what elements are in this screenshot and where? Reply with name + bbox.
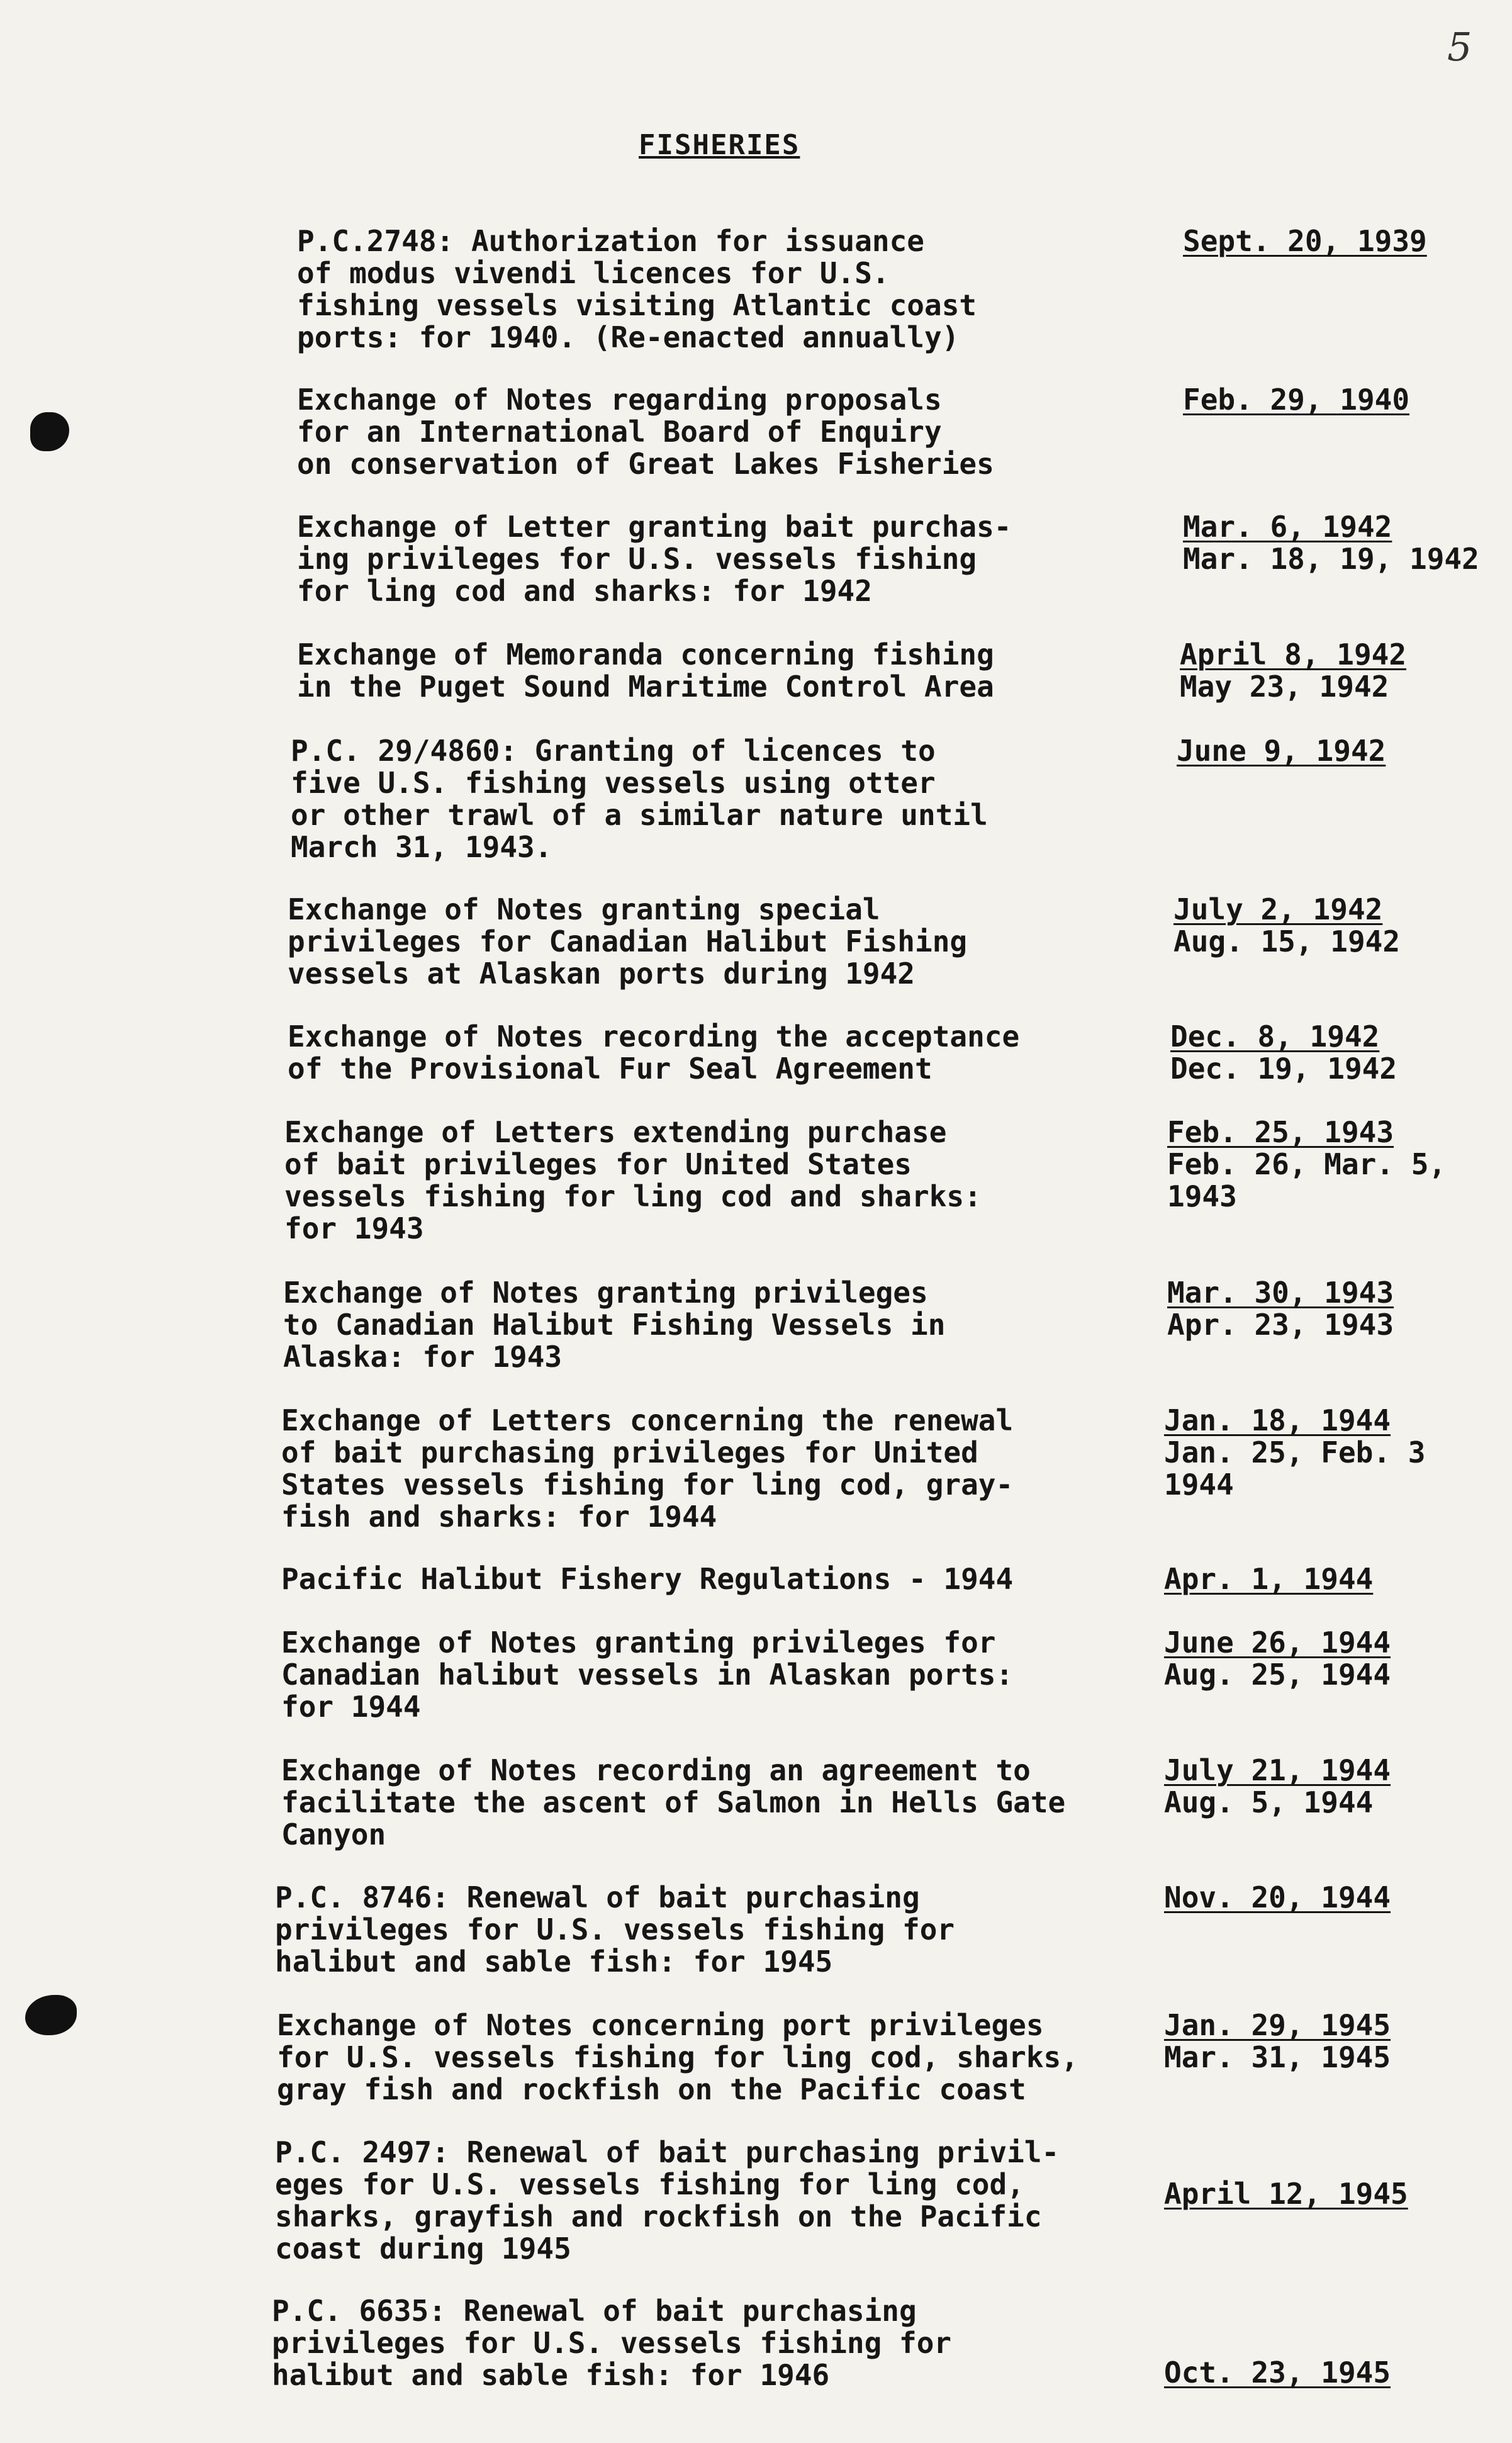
- entry-dates: [1173, 894, 1400, 958]
- entry-description: Exchange of Notes granting privileges to Canadian Halibut Fishing Vessels in Alaska: for 1943: [283, 1276, 946, 1374]
- entry-description: P.C. 6635: Renewal of bait purchasing privileges for U.S. vessels fishing for halibut and sable fish: for 1946: [272, 2294, 952, 2392]
- entry-dates: [1183, 384, 1409, 416]
- entry-date: Mar. 18, 19, 1942: [1183, 542, 1479, 576]
- entry-date: Feb. 26, Mar. 5,: [1167, 1147, 1447, 1181]
- entry-dates: [1164, 1627, 1391, 1691]
- entry-date: July 21, 1944: [1164, 1753, 1391, 1787]
- entry-date: 1943: [1167, 1179, 1237, 1213]
- entry-description: Exchange of Notes regarding proposals for an International Board of Enquiry on conservation of Great Lakes Fisheries: [297, 383, 994, 481]
- entry-date: Mar. 30, 1943: [1167, 1276, 1394, 1310]
- entry-description: P.C. 29/4860: Granting of licences to five U.S. fishing vessels using otter or other trawl of a similar nature until March 31, 1943.: [291, 734, 988, 864]
- entry-description: P.C. 2497: Renewal of bait purchasing privil- eges for U.S. vessels fishing for ling cod, sharks, grayfish and rockfish on the Pacific coast during 1945: [275, 2135, 1060, 2266]
- entry-description: Exchange of Letters concerning the renewal of bait purchasing privileges for United States vessels fishing for ling cod, gray- fish and sharks: for 1944: [281, 1403, 1014, 1534]
- entry-date: April 12, 1945: [1164, 2177, 1408, 2211]
- entry-description: P.C. 8746: Renewal of bait purchasing privileges for U.S. vessels fishing for halibut and sable fish: for 1945: [275, 1880, 955, 1979]
- entry-date: Apr. 23, 1943: [1167, 1308, 1394, 1342]
- entry-date: April 8, 1942: [1180, 637, 1407, 671]
- entry-date: June 9, 1942: [1177, 734, 1386, 768]
- entry-dates: [1164, 2357, 1391, 2389]
- entry-dates: [1170, 1021, 1397, 1085]
- entry-dates: [1183, 511, 1479, 575]
- entry-date: June 26, 1944: [1164, 1626, 1391, 1660]
- entry-description: Exchange of Notes recording an agreement to facilitate the ascent of Salmon in Hells Gate Canyon: [281, 1753, 1066, 1851]
- entry-dates: [1164, 2178, 1408, 2210]
- entry-dates: [1183, 225, 1427, 257]
- entry-dates: [1164, 2009, 1391, 2074]
- page-title: FISHERIES: [639, 129, 800, 161]
- entry-description: Pacific Halibut Fishery Regulations - 1944: [281, 1562, 1014, 1596]
- entry-date: Apr. 1, 1944: [1164, 1562, 1374, 1596]
- entry-date: Oct. 23, 1945: [1164, 2356, 1391, 2390]
- entry-date: Feb. 25, 1943: [1167, 1115, 1394, 1149]
- entry-description: Exchange of Memoranda concerning fishing in the Puget Sound Maritime Control Area: [297, 637, 994, 704]
- entry-date: May 23, 1942: [1180, 670, 1389, 704]
- entry-dates: [1177, 735, 1386, 767]
- punch-hole: [25, 1995, 77, 2035]
- entry-date: Aug. 5, 1944: [1164, 1785, 1374, 1819]
- entry-date: Jan. 18, 1944: [1164, 1403, 1391, 1437]
- entry-date: Aug. 25, 1944: [1164, 1658, 1391, 1692]
- entry-description: P.C.2748: Authorization for issuance of modus vivendi licences for U.S. fishing vessels visiting Atlantic coast ports: for 1940. (Re-enacted annually): [297, 224, 977, 354]
- entry-date: Jan. 29, 1945: [1164, 2008, 1391, 2042]
- entry-description: Exchange of Letters extending purchase of bait privileges for United States vessels fishing for ling cod and sharks: for 1943: [284, 1115, 982, 1245]
- entry-dates: [1164, 1882, 1391, 1914]
- punch-hole: [30, 412, 69, 451]
- entry-date: Nov. 20, 1944: [1164, 1880, 1391, 1914]
- entry-dates: [1180, 639, 1406, 703]
- entry-date: Mar. 6, 1942: [1183, 510, 1392, 544]
- page-number: 5: [1447, 24, 1472, 70]
- entry-dates: [1167, 1277, 1394, 1341]
- entry-date: Dec. 19, 1942: [1170, 1052, 1397, 1086]
- entry-description: Exchange of Letter granting bait purchas- ing privileges for U.S. vessels fishing for ling cod and sharks: for 1942: [297, 510, 1012, 608]
- entry-description: Exchange of Notes granting privileges for Canadian halibut vessels in Alaskan ports: for 1944: [281, 1626, 1014, 1724]
- entry-description: Exchange of Notes concerning port privileges for U.S. vessels fishing for ling cod, sharks, gray fish and rockfish on the Pacific coast: [277, 2008, 1078, 2106]
- entry-date: Mar. 31, 1945: [1164, 2040, 1391, 2074]
- entry-description: Exchange of Notes recording the acceptance of the Provisional Fur Seal Agreement: [288, 1019, 1020, 1086]
- entry-dates: [1167, 1116, 1446, 1213]
- entry-date: Dec. 8, 1942: [1170, 1019, 1380, 1053]
- entry-date: Sept. 20, 1939: [1183, 224, 1427, 258]
- entry-date: Feb. 29, 1940: [1183, 383, 1410, 417]
- entry-dates: [1164, 1563, 1373, 1595]
- entry-date: July 2, 1942: [1173, 892, 1383, 926]
- entry-dates: [1164, 1755, 1391, 1819]
- entry-date: Jan. 25, Feb. 3: [1164, 1435, 1426, 1469]
- entry-date: Aug. 15, 1942: [1173, 924, 1401, 958]
- entry-date: 1944: [1164, 1468, 1234, 1502]
- entry-description: Exchange of Notes granting special privileges for Canadian Halibut Fishing vessels at Alaskan ports during 1942: [288, 892, 968, 991]
- entry-dates: [1164, 1405, 1425, 1501]
